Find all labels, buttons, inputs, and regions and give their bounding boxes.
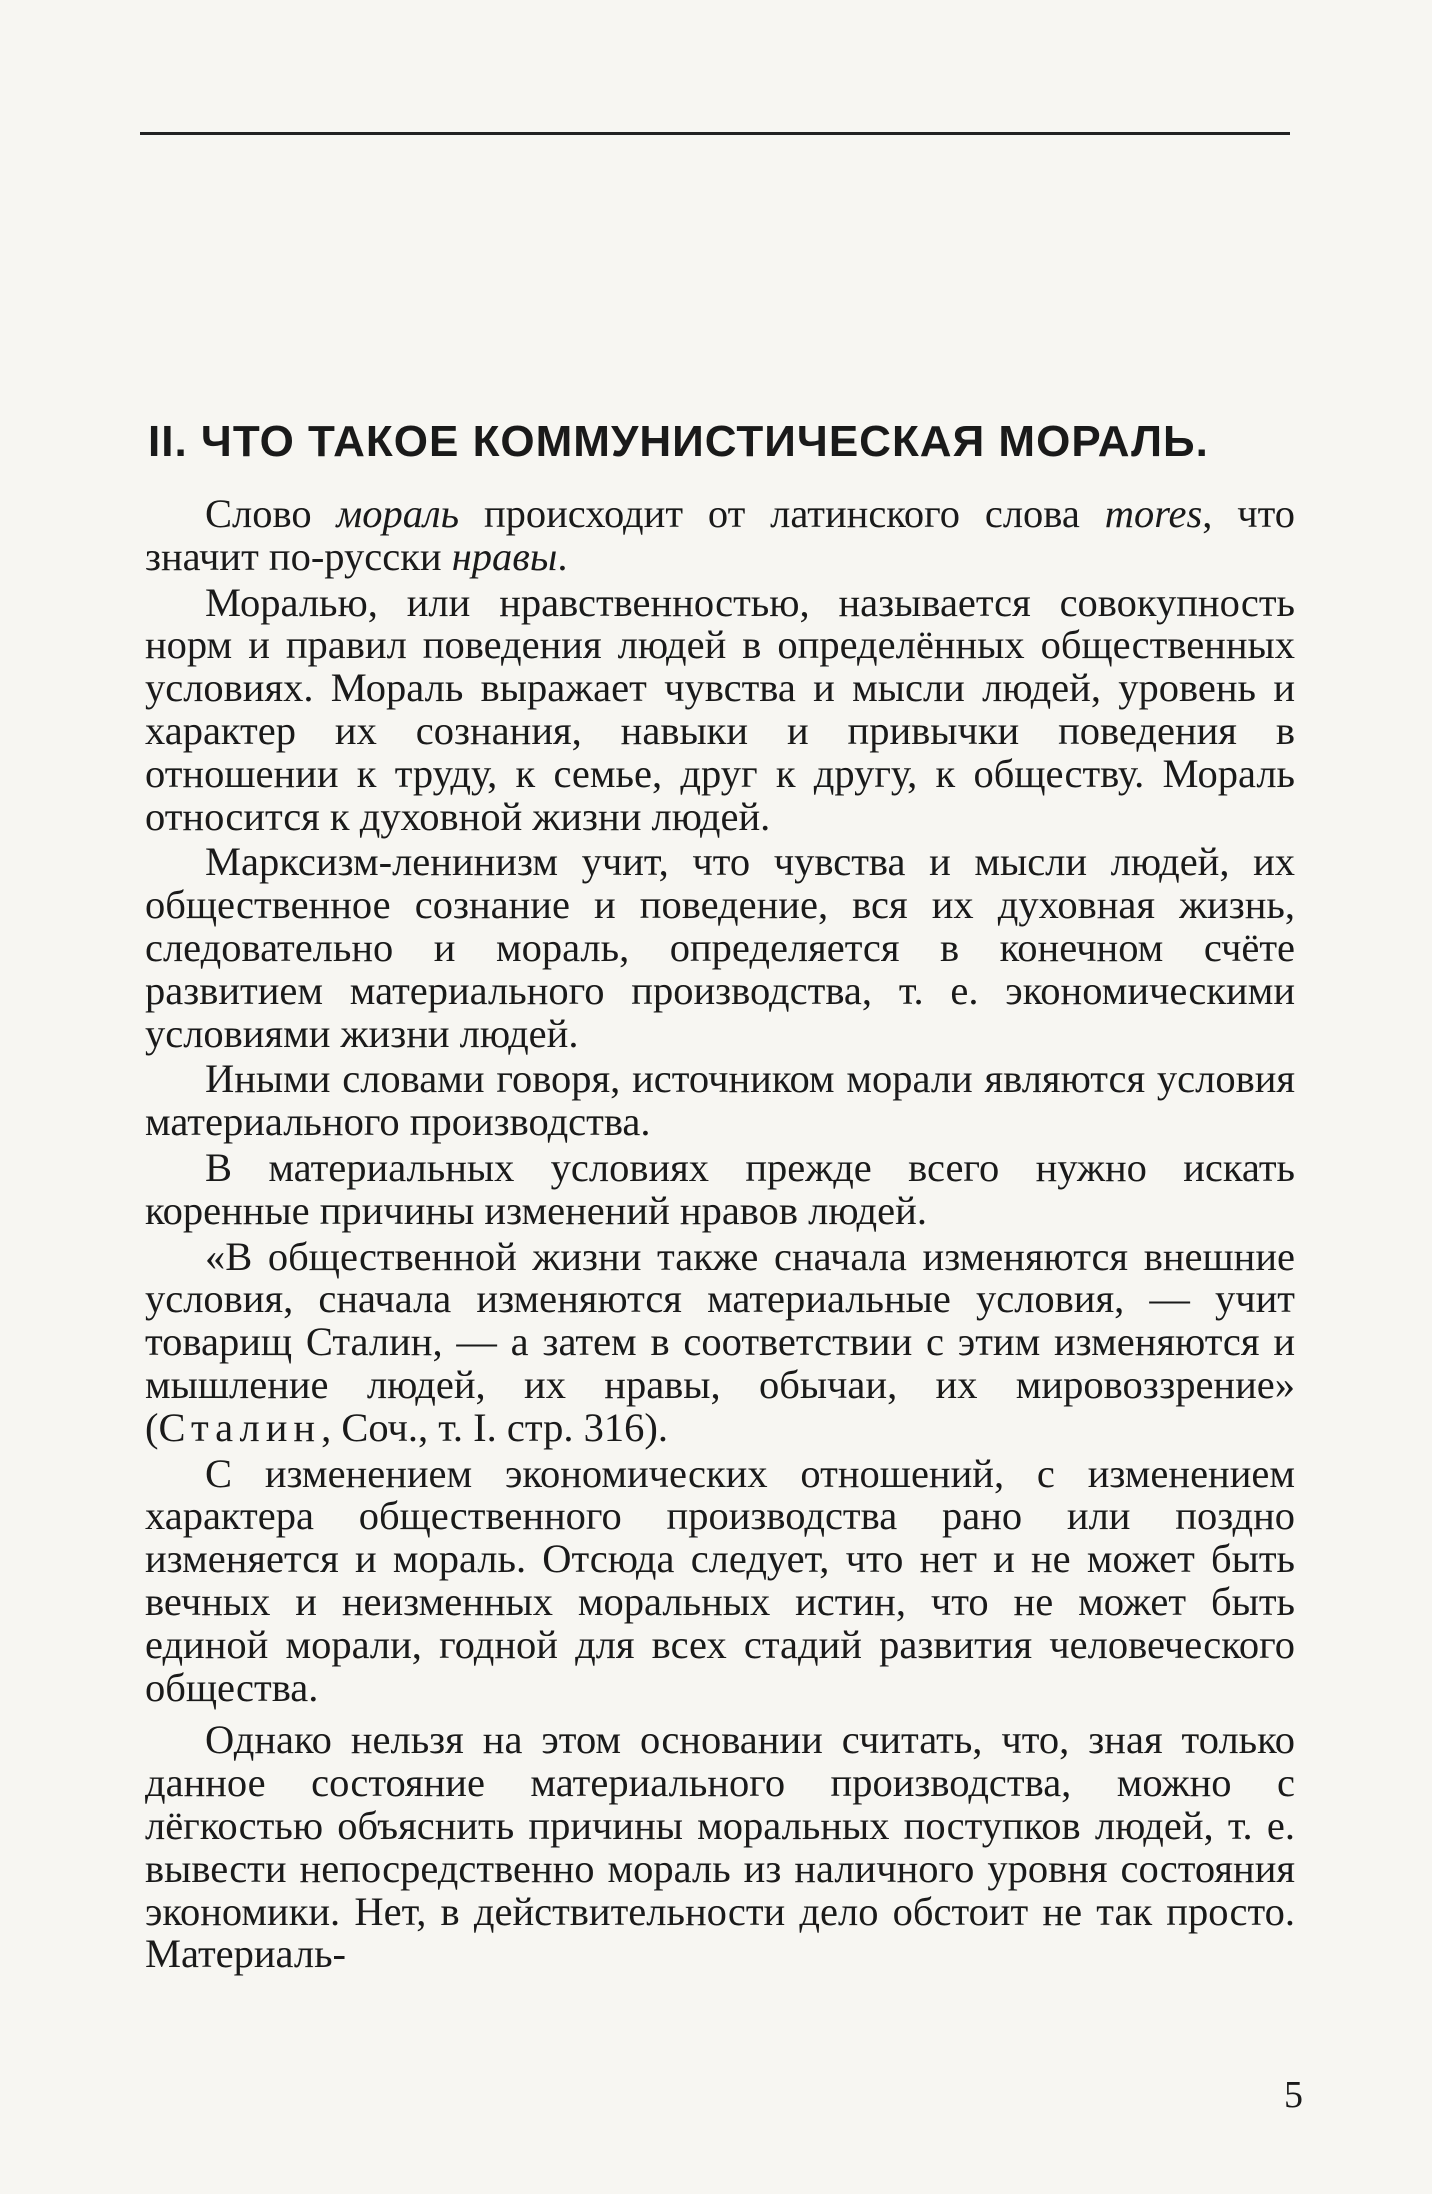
author-name: Сталин [158, 1404, 322, 1450]
paragraph-4: Иными словами говоря, источником морали являются условия материального производства. [145, 1056, 1295, 1145]
body-text [145, 493, 1295, 1979]
italic-term: нравы [451, 533, 558, 579]
paragraph-3: Марксизм-ленинизм учит, что чувства и мысли людей, их общественное сознание и поведение, вся их духовная жизнь, следовательно и мораль, определяется в конечном счёте развитием материального производства, т. е. экономическими условиями жизни людей. [145, 839, 1295, 1056]
italic-term: мораль [336, 491, 460, 536]
paragraph-7: С изменением экономических отношений, с изменением характера общественного производства рано или поздно изменяется и мораль. Отсюда следует, что нет и не может быть вечных и неизменных моральных истин, что не может быть единой морали, годной для всех стадий развития человеческого общества. [145, 1450, 1295, 1710]
top-rule [140, 132, 1290, 135]
italic-term: mores [1104, 491, 1203, 536]
chapter-heading: II. ЧТО ТАКОЕ КОММУНИСТИЧЕСКАЯ МОРАЛЬ. [148, 417, 1209, 466]
citation-text: , Соч., т. I. стр. 316). [321, 1404, 668, 1450]
paragraph-1: Слово мораль происходит от латинского слова mores, что значит по-русски нравы. [145, 491, 1295, 579]
page-number: 5 [1284, 2074, 1303, 2116]
paragraph-5: В материальных условиях прежде всего нужно искать коренные причины изменений нравов людей. [145, 1144, 1295, 1233]
paragraph-6 [145, 1233, 1295, 1450]
paragraph-8: Однако нельзя на этом основании считать, что, зная только данное состояние материального производства, можно с лёгкостью объяснить причины моральных поступков людей, т. е. вывести непосредственно мораль из наличного уровня состояния экономики. Нет, в действительности дело обстоит не так просто. Материаль- [145, 1717, 1295, 1977]
paragraph-2: Моралью, или нравственностью, называется совокупность норм и правил поведения людей в определённых общественных условиях. Мораль выражает чувства и мысли людей, уровень и характер их сознания, навыки и привычки поведения в отношении к труду, к семье, друг к другу, к обществу. Мораль относится к духовной жизни людей. [145, 579, 1295, 839]
quote-text: «В общественной жизни также сначала изменяются внешние условия, сначала изменяются материальные условия, — учит товарищ Сталин, — а затем в соответствии с этим изменяются и мышление людей, их нравы, обычаи, их мировоззрение» ( [145, 1233, 1295, 1450]
